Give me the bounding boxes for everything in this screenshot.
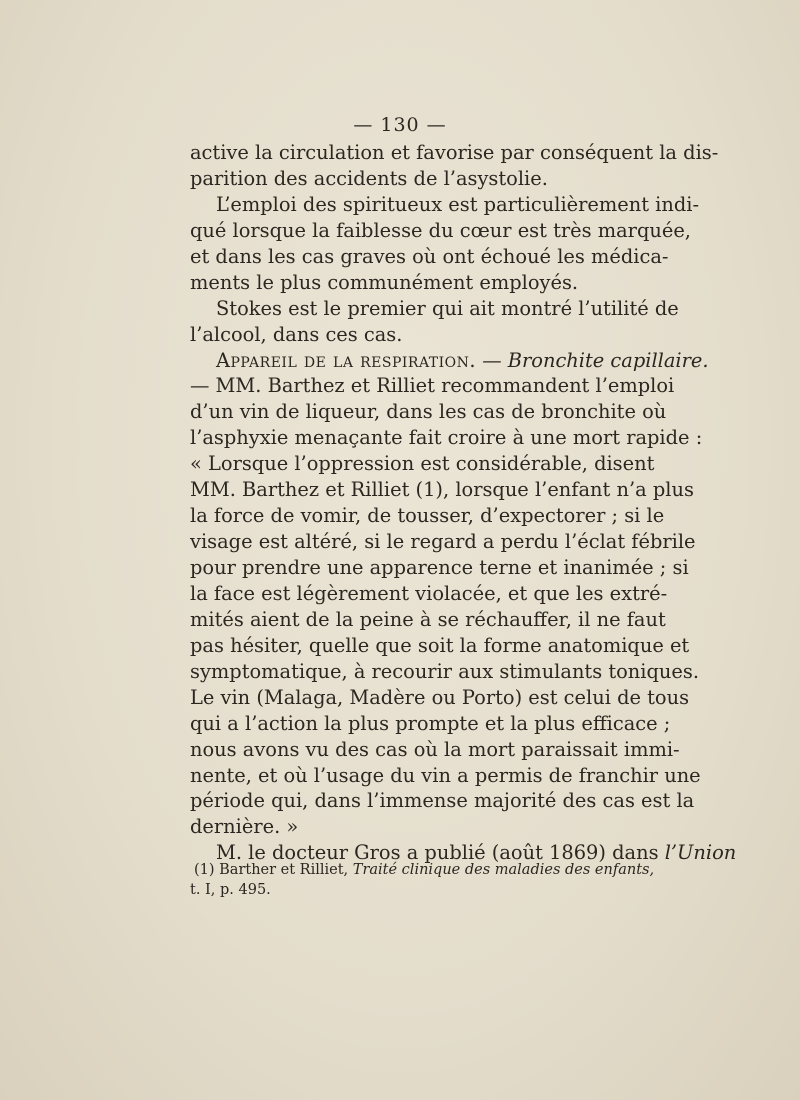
section-heading [190,348,709,374]
footnote-title: Traité clinique des maladies des enfants, [352,862,655,878]
text-line: Stokes est le premier qui ait montré l’utilité de [216,296,679,320]
text-line: active la circulation et favorise par conséquent la dis- [190,141,719,164]
text-line: — MM. Barthez et Rilliet recommandent l’emploi [190,374,675,398]
text-line: l’asphyxie menaçante fait croire à une mort rapide : [190,426,703,450]
text-line: symptomatique, à recourir aux stimulants toniques. [190,659,699,683]
text-line: la face est légèrement violacée, et que les extré- [190,581,668,605]
text-line: nente, et où l’usage du vin a permis de franchir une [190,763,701,787]
final-line-text: M. le docteur Gros a publié (août 1869) dans [216,841,665,865]
text-line: et dans les cas graves où ont échoué les médica- [190,244,669,268]
text-line: l’alcool, dans ces cas. [190,322,403,346]
body-text [190,140,737,866]
text-line: période qui, dans l’immense majorité des cas est la [190,789,695,813]
text-line: qué lorsque la faiblesse du cœur est très marquée, [190,218,691,242]
text-line: L’emploi des spiritueux est particulièrement indi- [216,192,700,216]
text-line: pour prendre une apparence terne et inanimée ; si [190,556,689,579]
text-line: d’un vin de liqueur, dans les cas de bronchite où [190,400,667,424]
text-line: « Lorsque l’oppression est considérable, disent [190,452,655,476]
footnote-text: (1) Barther et Rilliet, [194,862,353,878]
text-line: ments le plus communément employés. [190,270,579,294]
text-line: nous avons vu des cas où la mort paraissait immi- [190,737,680,761]
heading-smallcaps: Appareil de la respiration. [216,348,477,372]
text-line: qui a l’action la plus prompte et la plus efficace ; [190,711,671,735]
text-line: dernière. » [190,815,299,839]
final-line-italic: l’Union [664,841,737,865]
text-line: parition des accidents de l’asystolie. [190,166,548,190]
footnote [190,860,655,900]
text-line: pas hésiter, quelle que soit la forme anatomique et [190,633,690,657]
heading-italic: Bronchite capillaire. [507,348,709,372]
text-line: visage est altéré, si le regard a perdu l’éclat fébrile [190,530,696,554]
footnote-line: t. I, p. 495. [190,882,271,898]
page-number: — 130 — [353,114,447,136]
text-line: Le vin (Malaga, Madère ou Porto) est celui de tous [190,685,690,709]
text-line: la force de vomir, de tousser, d’expectorer ; si le [190,504,665,528]
text-line: MM. Barthez et Rilliet (1), lorsque l’enfant n’a plus [190,478,694,502]
footnote-line [190,860,655,880]
text-line: mités aient de la peine à se réchauffer, il ne faut [190,607,666,631]
heading-dash: — [476,348,508,372]
